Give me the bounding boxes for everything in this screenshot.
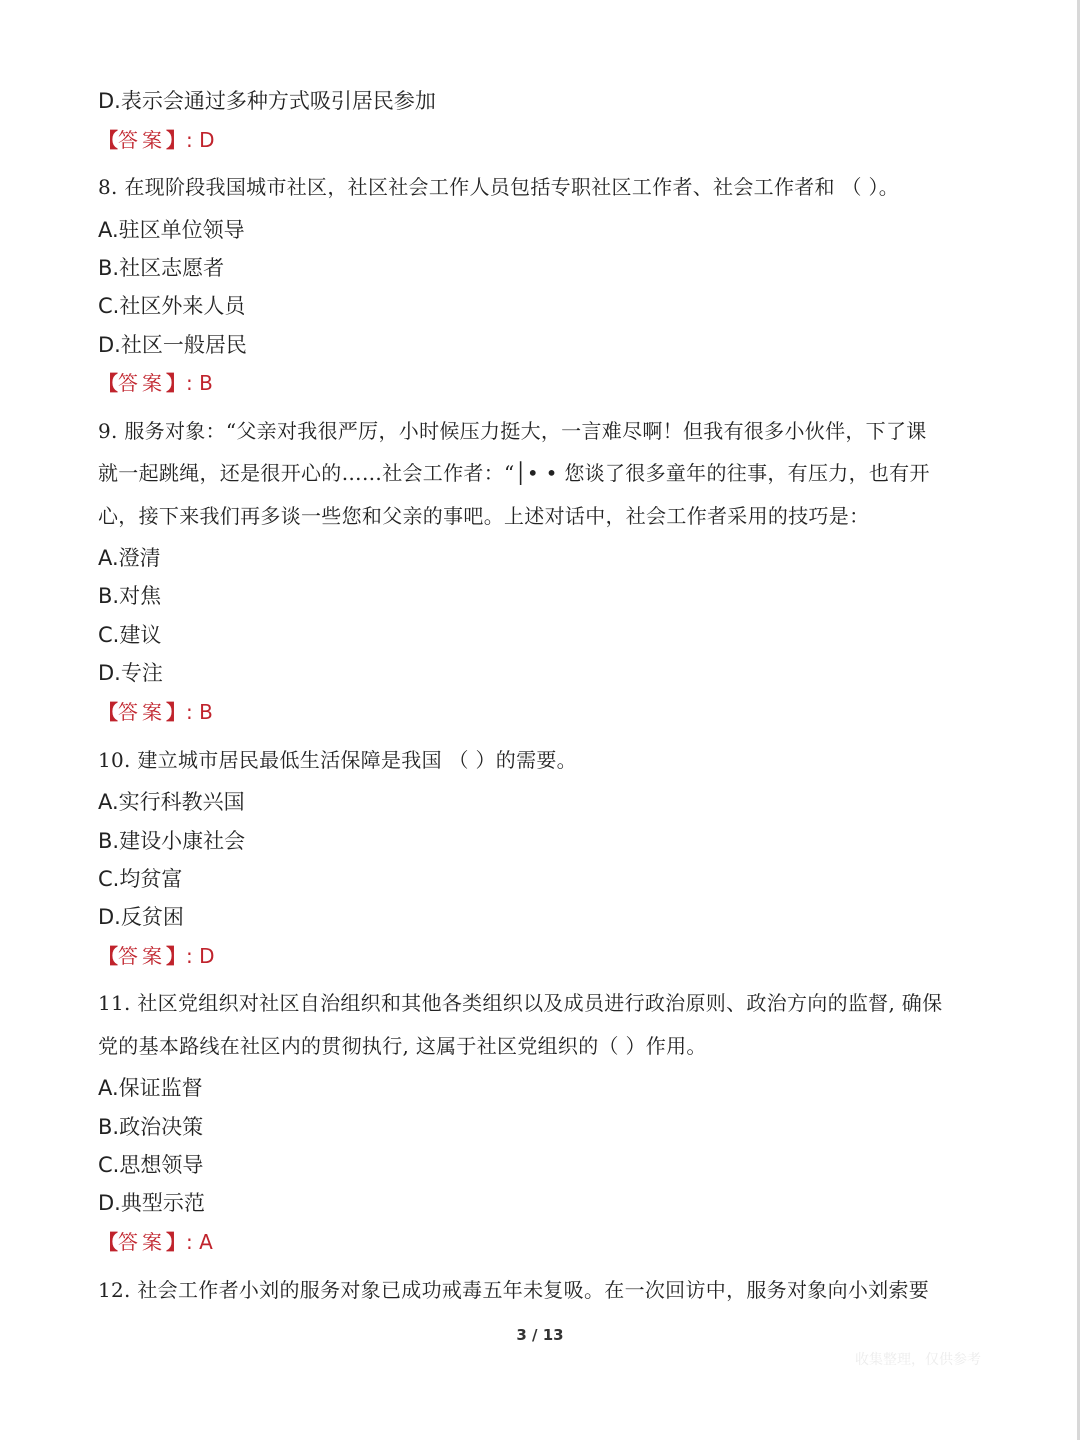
answer-label: 答案: [118, 371, 166, 395]
q11-option-b: B.政治决策: [98, 1115, 204, 1139]
q10-option-d: D.反贫困: [98, 905, 184, 929]
q9-stem-line-3: 心，接下来我们再多谈一些您和父亲的事吧。上述对话中，社会工作者采用的技巧是：: [98, 504, 870, 528]
answer-bracket-close: 】: [166, 128, 186, 152]
q10-option-c: C.均贫富: [98, 867, 183, 891]
watermark-text: 收集整理，仅供参考: [855, 1352, 981, 1368]
answer-colon: :: [186, 128, 193, 152]
answer-colon: :: [186, 371, 193, 395]
answer-bracket-open: 【: [98, 371, 118, 395]
q9-stem-line-1: 9. 服务对象：“父亲对我很严厉，小时候压力挺大，一言难尽啊！但我有很多小伙伴，下了课: [98, 419, 927, 443]
answer-value: A: [199, 1230, 213, 1254]
q12-stem: 12. 社会工作者小刘的服务对象已成功戒毒五年未复吸。在一次回访中，服务对象向小刘索要: [98, 1278, 930, 1302]
q9-option-b: B.对焦: [98, 584, 162, 608]
q9-option-c: C.建议: [98, 623, 162, 647]
answer-value: D: [199, 944, 215, 968]
q11-answer: [98, 1232, 213, 1252]
answer-bracket-open: 【: [98, 1230, 118, 1254]
q9-stem-line-2: 就一起跳绳，还是很开心的……社会工作者：“│• • 您谈了很多童年的往事，有压力，也有开: [98, 461, 930, 485]
q11-stem-line-2: 党的基本路线在社区内的贯彻执行, 这属于社区党组织的（ ）作用。: [98, 1034, 707, 1058]
q10-answer: [98, 946, 215, 966]
q7-option-d: D.表示会通过多种方式吸引居民参加: [98, 89, 436, 113]
page-number: 3 / 13: [516, 1326, 564, 1344]
answer-bracket-open: 【: [98, 700, 118, 724]
answer-value: B: [199, 700, 213, 724]
answer-label: 答案: [118, 128, 166, 152]
answer-bracket-close: 】: [166, 944, 186, 968]
answer-bracket-close: 】: [166, 1230, 186, 1254]
answer-colon: :: [186, 1230, 193, 1254]
answer-label: 答案: [118, 1230, 166, 1254]
q11-option-c: C.思想领导: [98, 1153, 204, 1177]
answer-value: B: [199, 371, 213, 395]
answer-value: D: [199, 128, 215, 152]
answer-bracket-close: 】: [166, 700, 186, 724]
q10-stem: 10. 建立城市居民最低生活保障是我国 （ ）的需要。: [98, 748, 577, 772]
q8-option-b: B.社区志愿者: [98, 256, 225, 280]
q7-answer: [98, 130, 215, 150]
q9-option-d: D.专注: [98, 661, 163, 685]
answer-colon: :: [186, 700, 193, 724]
q10-option-b: B.建设小康社会: [98, 829, 246, 853]
answer-colon: :: [186, 944, 193, 968]
answer-bracket-open: 【: [98, 128, 118, 152]
answer-label: 答案: [118, 700, 166, 724]
answer-bracket-open: 【: [98, 944, 118, 968]
q8-stem: 8. 在现阶段我国城市社区，社区社会工作人员包括专职社区工作者、社会工作者和 （ ）。: [98, 175, 900, 199]
q11-stem-line-1: 11. 社区党组织对社区自治组织和其他各类组织以及成员进行政治原则、政治方向的监督, 确保: [98, 991, 943, 1015]
answer-label: 答案: [118, 944, 166, 968]
q11-option-a: A.保证监督: [98, 1076, 203, 1100]
q9-option-a: A.澄清: [98, 546, 161, 570]
q9-answer: [98, 702, 213, 722]
q10-option-a: A.实行科教兴国: [98, 790, 245, 814]
answer-bracket-close: 】: [166, 371, 186, 395]
q8-option-d: D.社区一般居民: [98, 333, 247, 357]
q8-option-a: A.驻区单位领导: [98, 218, 245, 242]
q8-answer: [98, 373, 213, 393]
q11-option-d: D.典型示范: [98, 1191, 205, 1215]
q8-option-c: C.社区外来人员: [98, 294, 246, 318]
